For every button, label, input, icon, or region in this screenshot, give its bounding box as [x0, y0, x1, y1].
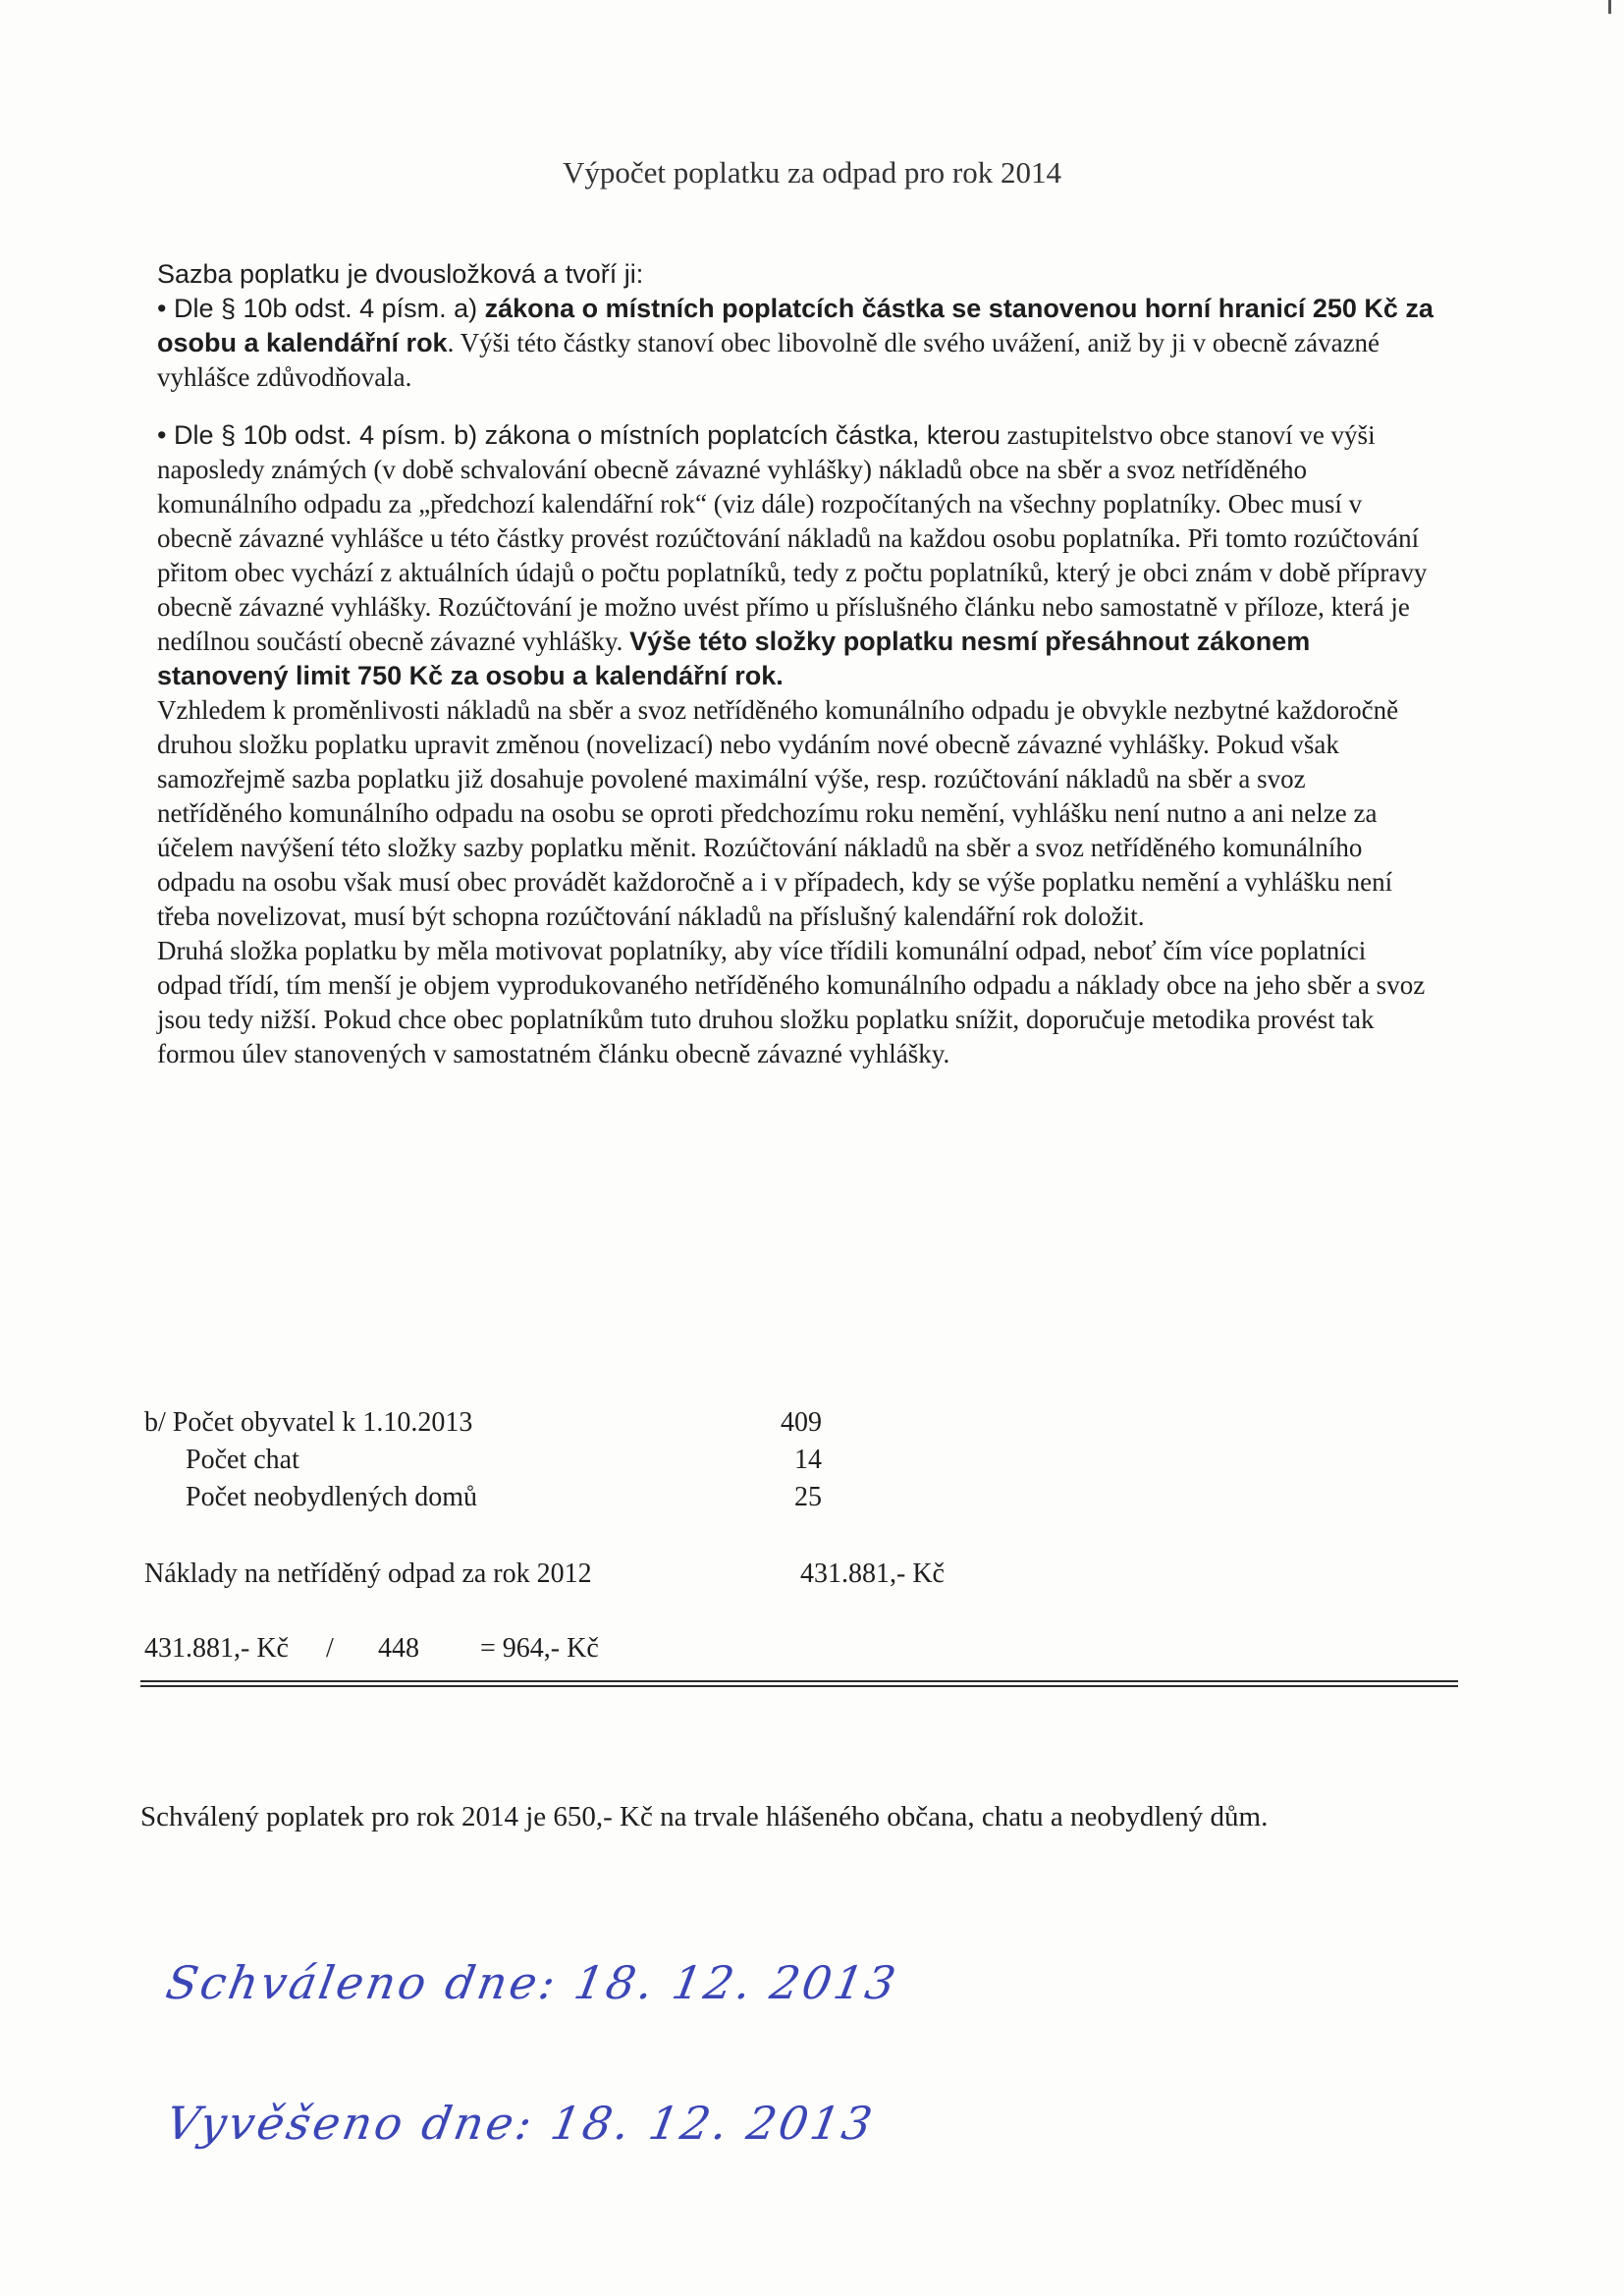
bullet-a — [157, 292, 1434, 395]
waste-costs-row — [144, 1556, 1028, 1593]
calc-amount: 431.881,- Kč — [144, 1633, 289, 1664]
figure-row — [144, 1442, 832, 1479]
intro-line: Sazba poplatku je dvousložková a tvoří ji: — [157, 259, 644, 289]
fee-calculation — [144, 1630, 655, 1667]
costs-value: 431.881,- Kč — [800, 1558, 945, 1589]
handwritten-posted-date: Vyvěšeno dne: 18. 12. 2013 — [162, 2097, 880, 2150]
calc-operator: / — [326, 1633, 334, 1664]
approved-fee-statement: Schválený poplatek pro rok 2014 je 650,- Kč na trvale hlášeného občana, chatu a neobydlený dům. — [140, 1801, 1269, 1832]
double-rule-divider — [140, 1680, 1458, 1687]
figure-value: 25 — [794, 1482, 822, 1512]
paragraph-variability: Vzhledem k proměnlivosti nákladů na sběr a svoz netříděného komunálního odpadu je obvykle nezbytné každoročně druhou složku poplatku upravit změnou (novelizací) nebo vydáním nové obecně závazné vyhlášky. Pokud však samozřejmě sazba poplatku již dosahuje povolené maximální výše, resp. rozúčtování nákladů na sběr a svoz netříděného komunálního odpadu na osobu se oproti předchozímu roku nemění, vyhlášku není nutno a ani nelze za účelem navýšení této složky sazby poplatku měnit. Rozúčtování nákladů na sběr a svoz netříděného komunálního odpadu na osobu však musí obec provádět každoročně a i v případech, kdy se výše poplatku nemění a vyhlášku není třeba novelizovat, musí být schopna rozúčtování nákladů na příslušný kalendářní rok doložit. — [157, 695, 1399, 931]
bullet-b-text: zastupitelstvo obce stanoví ve výši naposledy známých (v době schvalování obecně závazné vyhlášky) nákladů obce na sběr a svoz netříděného komunálního odpadu za „předchozí kalendářní rok“ (viz dále) rozpočítaných na všechny poplatníky. Obec musí v obecně závazné vyhlášce u této částky provést rozúčtování nákladů na každou osobu poplatníka. Při tomto rozúčtování přitom obec vychází z aktuálních údajů o počtu poplatníků, tedy z počtu poplatníků, který je obci znám v době přípravy obecně závazné vyhlášky. Rozúčtování je možno uvést přímo u příslušného článku nebo samostatně v příloze, která je nedílnou součástí obecně závazné vyhlášky. — [157, 420, 1428, 656]
figure-row — [144, 1479, 832, 1516]
bullet-b-bold: Výše této složky poplatku nesmí přesáhnout zákonem stanovený limit 750 Kč za osobu a kalendářní rok. — [157, 627, 1311, 690]
population-figures — [144, 1404, 832, 1516]
handwritten-approved-date: Schváleno dne: 18. 12. 2013 — [162, 1956, 902, 2009]
bullet-a-lead: • Dle § 10b odst. 4 písm. a) — [157, 294, 485, 323]
calc-result: = 964,- Kč — [480, 1633, 599, 1664]
document-body — [157, 257, 1434, 1071]
figure-value: 409 — [781, 1407, 822, 1438]
bullet-a-rest: . Výši této částky stanoví obec libovolně dle svého uvážení, aniž by ji v obecně závazné vyhlášce zdůvodňovala. — [157, 328, 1380, 392]
paragraph-motivation: Druhá složka poplatku by měla motivovat poplatníky, aby více třídili komunální odpad, neboť čím více poplatníci odpad třídí, tím menší je objem vyprodukovaného netříděného komunálního odpadu a náklady obce na jeho sběr a svoz jsou tedy nižší. Pokud chce obec poplatníkům tuto druhou složku poplatku snížit, doporučuje metodika provést tak formou úlev stanovených v samostatném článku obecně závazné vyhlášky. — [157, 936, 1426, 1068]
page-title: Výpočet poplatku za odpad pro rok 2014 — [563, 155, 1061, 190]
figure-value: 14 — [794, 1445, 822, 1475]
figure-label: Počet chat — [186, 1445, 299, 1475]
figure-label: Počet neobydlených domů — [186, 1482, 478, 1512]
figure-label: b/ Počet obyvatel k 1.10.2013 — [144, 1407, 473, 1438]
calc-divisor: 448 — [378, 1633, 419, 1664]
figure-row — [144, 1404, 832, 1442]
bullet-a-bold: zákona o místních poplatcích částka se stanovenou horní hranicí 250 Kč za osobu a kalendářní rok — [157, 294, 1434, 357]
scan-edge-mark — [1608, 0, 1611, 14]
bullet-b — [157, 418, 1434, 693]
bullet-b-lead: • Dle § 10b odst. 4 písm. b) zákona o místních poplatcích částka, kterou — [157, 420, 1001, 450]
costs-label: Náklady na netříděný odpad za rok 2012 — [144, 1558, 592, 1589]
